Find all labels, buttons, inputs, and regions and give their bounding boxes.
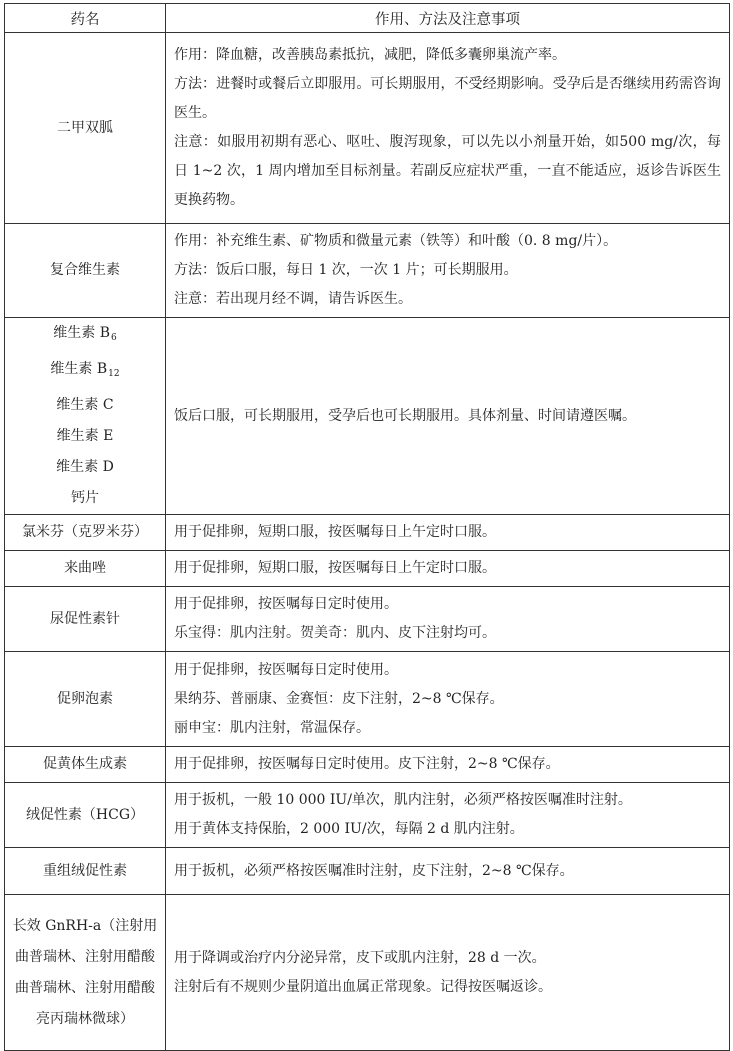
drug-description [166,33,730,224]
table-row [5,551,730,587]
drug-name: 维生素 C [56,397,114,413]
header-description: 作用、方法及注意事项 [166,4,730,33]
drug-description [166,515,730,551]
table-header-row [5,4,730,33]
drug-name: 重组绒促性素 [5,848,166,895]
description-line: 乐宝得：肌内注射。贺美奇：肌内、皮下注射均可。 [174,625,496,641]
drug-name: 促黄体生成素 [5,747,166,783]
table-row [5,515,730,551]
description-line: 作用：补充维生素、矿物质和微量元素（铁等）和叶酸（0. 8 mg/片）。 [174,233,618,249]
description-line: 注射后有不规则少量阴道出血属正常现象。记得按医嘱返诊。 [174,978,552,995]
drug-name: 长效 GnRH-a（注射用曲普瑞林、注射用醋酸曲普瑞林、注射用醋酸亮丙瑞林微球） [5,895,166,1051]
table-row [5,747,730,783]
table-row [5,587,730,652]
drug-name: 维生素 $B_{12}$ [50,361,120,379]
description-line: 用于促排卵，按医嘱每日定时使用。 [174,596,398,612]
drug-name: 复合维生素 [5,224,166,318]
table-row [5,224,730,318]
drug-name: 维生素 E [56,428,114,444]
drug-name: 维生素 D [56,459,114,475]
header-drug-name: 药名 [5,4,166,33]
description-line: 用于促排卵，按医嘱每日定时使用。皮下注射，2~8 ℃保存。 [174,756,560,772]
description-line: 用于扳机，一般 10 000 IU/单次，肌内注射，必须严格按医嘱准时注射。 [174,792,632,808]
drug-description [166,783,730,848]
description-line: 饭后口服，可长期服用，受孕后也可长期服用。具体剂量、时间请遵医嘱。 [174,407,636,424]
medication-table [4,3,730,1051]
drug-description [166,747,730,783]
description-line: 用于扳机，必须严格按医嘱准时注射，皮下注射，2~8 ℃保存。 [174,862,574,879]
drug-description [166,652,730,747]
description-line: 丽申宝：肌内注射，常温保存。 [174,719,370,736]
description-line: 用于促排卵，按医嘱每日定时使用。 [174,661,398,678]
description-line: 用于促排卵，短期口服，按医嘱每日上午定时口服。 [174,524,496,540]
table-row [5,33,730,224]
drug-name: 促卵泡素 [5,652,166,747]
drug-name-list [5,318,166,515]
table-row [5,848,730,895]
description-line: 用于促排卵，短期口服，按医嘱每日上午定时口服。 [174,560,496,576]
drug-name: 维生素 $B_6$ [53,325,117,343]
description-line: 注意：若出现月经不调，请告诉医生。 [174,291,412,307]
drug-name: 二甲双胍 [5,33,166,224]
drug-name: 来曲唑 [5,551,166,587]
table-row [5,783,730,848]
table-row [5,318,730,515]
table-row [5,652,730,747]
drug-name: 尿促性素针 [5,587,166,652]
subscript: 12 [108,369,120,379]
drug-name: 绒促性素（HCG） [5,783,166,848]
table-row [5,895,730,1051]
drug-description [166,895,730,1051]
drug-name: 钙片 [71,490,99,506]
subscript: 6 [111,333,117,343]
description-line: 注意：如服用初期有恶心、呕吐、腹泻现象，可以先以小剂量开始，如500 mg/次，每日 1~2 次，1 周内增加至目标剂量。若副反应症状严重，一直不能适应，返诊告诉医生更换药物。 [174,134,721,208]
description-line: 用于黄体支持保胎，2 000 IU/次，每隔 2 d 肌内注射。 [174,821,524,837]
description-line: 作用：降血糖，改善胰岛素抵抗，减肥，降低多囊卵巢流产率。 [174,47,566,63]
drug-description [166,848,730,895]
description-line: 果纳芬、普丽康、金赛恒：皮下注射，2~8 ℃保存。 [174,690,504,707]
drug-description [166,551,730,587]
drug-name: 氯米芬（克罗米芬） [5,515,166,551]
description-line: 用于降调或治疗内分泌异常，皮下或肌内注射，28 d 一次。 [174,949,546,966]
description-line: 方法：进餐时或餐后立即服用。可长期服用，不受经期影响。受孕后是否继续用药需咨询医生。 [174,76,721,121]
drug-description [166,318,730,515]
description-line: 方法：饭后口服，每日 1 次，一次 1 片；可长期服用。 [174,262,518,278]
drug-description [166,587,730,652]
drug-description [166,224,730,318]
